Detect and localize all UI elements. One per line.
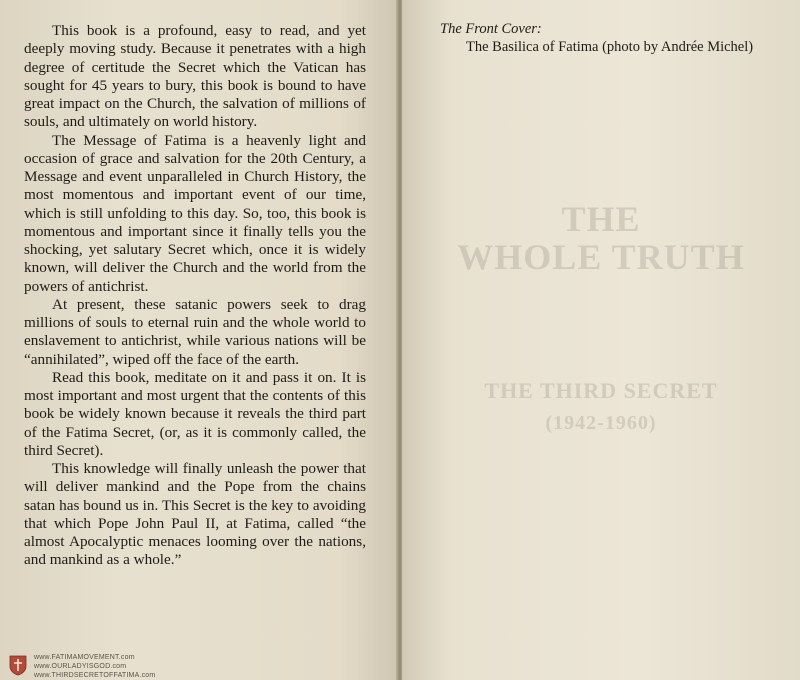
paragraph-3: At present, these satanic powers seek to drag millions of souls to eternal ruin and the whole world to enslavement to antichrist, while various nations will be “annihilated”, wiped off the face of the earth.: [24, 295, 366, 368]
footer-url-2[interactable]: www.OURLADYISGOD.com: [34, 663, 127, 670]
show-through-title-2: WHOLE TRUTH: [457, 237, 745, 277]
left-page-text: [24, 22, 366, 570]
footer-urls: [34, 653, 155, 680]
paragraph-1: This book is a profound, easy to read, and yet deeply moving study. Because it penetrates with a high degree of certitude the Secret which the Vatican has sought for 45 years to bury, this book is bound to have great impact on the Church, the salvation of millions of souls, and ultimately on world history.: [24, 22, 366, 131]
cover-label: The Front Cover:: [440, 21, 542, 37]
show-through-years: (1942-1960): [545, 412, 657, 434]
left-page: [0, 0, 398, 680]
footer-url-3[interactable]: www.THIRDSECRETOFFATIMA.com: [34, 672, 156, 679]
right-page: [402, 0, 800, 680]
cover-description: The Basilica of Fatima (photo by Andrée Michel): [466, 39, 754, 55]
footer-url-1[interactable]: www.FATIMAMOVEMENT.com: [34, 654, 135, 661]
show-through-title-1: THE: [561, 199, 641, 239]
front-cover-caption: [440, 20, 753, 56]
show-through-subtitle: THE THIRD SECRET: [484, 378, 718, 403]
fatima-crest-icon: [8, 654, 28, 676]
paragraph-5: This knowledge will finally unleash the power that will deliver mankind and the Pope from the chains satan has bound us in. This Secret is the key to avoiding that which Pope John Paul II, at Fatima, called “the almost Apocalyptic menaces looming over the nations, and mankind as a whole.”: [24, 460, 366, 569]
paragraph-2: The Message of Fatima is a heavenly light and occasion of grace and salvation for the 20th Century, a Message and event unparalleled in Church History, the most momentous and important event of our time, which is still unfolding to this day. So, too, this book is momentous and important since it finally tells you the shocking, yet salutary Secret which, once it is widely known, will deliver the Church and the world from the powers of antichrist.: [24, 131, 366, 295]
paragraph-4: Read this book, meditate on it and pass it on. It is most important and most urgent that the contents of this book be widely known because it reveals the third part of the Fatima Secret, (or, as it is commonly called, the third Secret).: [24, 368, 366, 459]
